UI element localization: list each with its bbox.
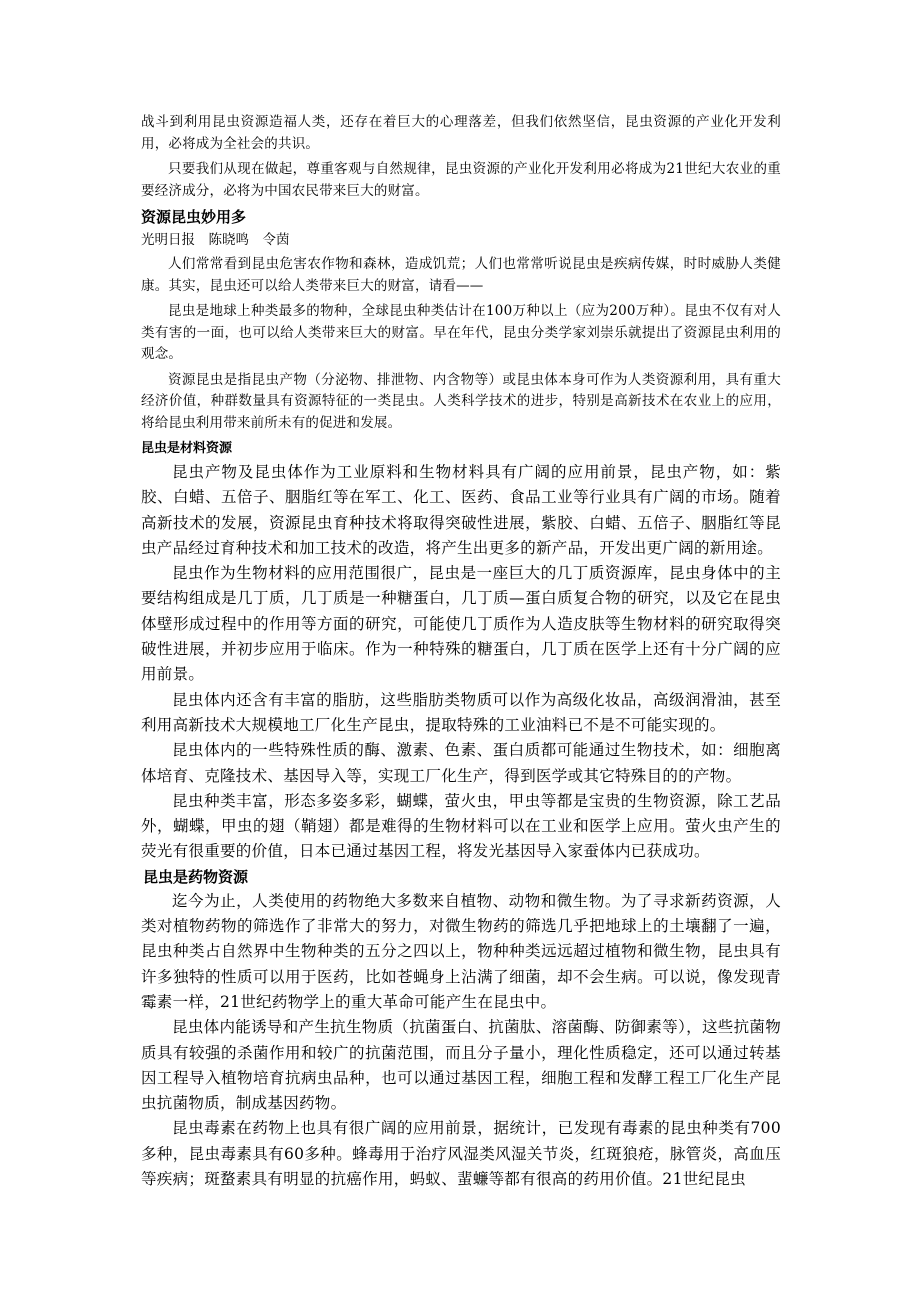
- article-paragraph-3: 资源昆虫是指昆虫产物（分泌物、排泄物、内含物等）或昆虫体本身可作为人类资源利用，具有重大经济价值，种群数量具有资源特征的一类昆虫。人类科学技术的进步，特别是高新技术在农业上的应用，将给昆虫利用带来前所未有的促进和发展。: [141, 371, 781, 431]
- material-paragraph-4: 昆虫体内的一些特殊性质的酶、激素、色素、蛋白质都可能通过生物技术，如：细胞离体培育、克隆技术、基因导入等，实现工厂化生产，得到医学或其它特殊目的的产物。: [141, 741, 781, 785]
- document-body: [141, 112, 781, 1192]
- material-paragraph-3: 昆虫体内还含有丰富的脂肪，这些脂肪类物质可以作为高级化妆品，高级润滑油，甚至利用高新技术大规模地工厂化生产昆虫，提取特殊的工业油料已不是不可能实现的。: [141, 690, 781, 734]
- article-byline: 光明日报 陈晓鸣 令茵: [141, 232, 290, 248]
- material-paragraph-1: 昆虫产物及昆虫体作为工业原料和生物材料具有广阔的应用前景，昆虫产物，如：紫胶、白蜡、五倍子、胭脂红等在军工、化工、医药、食品工业等行业具有广阔的市场。随着高新技术的发展，资源昆虫育种技术将取得突破性进展，紫胶、白蜡、五倍子、胭脂红等昆虫产品经过育种技术和加工技术的改造，将产生出更多的新产品，开发出更广阔的新用途。: [141, 463, 781, 557]
- material-paragraph-5: 昆虫种类丰富，形态多姿多彩，蝴蝶，萤火虫，甲虫等都是宝贵的生物资源，除工艺品外，蝴蝶，甲虫的翅（鞘翅）都是难得的生物材料可以在工业和医学上应用。萤火虫产生的荧光有很重要的价值，日本已通过基因工程，将发光基因导入家蚕体内已获成功。: [141, 791, 781, 861]
- section-heading-medicine: 昆虫是药物资源: [143, 867, 249, 886]
- medicine-paragraph-1: 迄今为止，人类使用的药物绝大多数来自植物、动物和微生物。为了寻求新药资源，人类对植物药物的筛选作了非常大的努力，对微生物药的筛选几乎把地球上的土壤翻了一遍，昆虫种类占自然界中生物种类的五分之四以上，物种种类远远超过植物和微生物，昆虫具有许多独特的性质可以用于医药，比如苍蝇身上沾满了细菌，却不会生病。可以说，像发现青霉素一样，21世纪药物学上的重大革命可能产生在昆虫中。: [141, 891, 781, 1011]
- medicine-paragraph-2: 昆虫体内能诱导和产生抗生物质（抗菌蛋白、抗菌肽、溶菌酶、防御素等），这些抗菌物质具有较强的杀菌作用和较广的抗菌范围，而且分子量小，理化性质稳定，还可以通过转基因工程导入植物培育抗病虫品种，也可以通过基因工程，细胞工程和发酵工程工厂化生产昆虫抗菌物质，制成基因药物。: [141, 1018, 781, 1113]
- article-title: 资源昆虫妙用多: [141, 208, 247, 226]
- material-paragraph-2: 昆虫作为生物材料的应用范围很广，昆虫是一座巨大的几丁质资源库，昆虫身体中的主要结构组成是几丁质，几丁质是一种糖蛋白，几丁质—蛋白质复合物的研究，以及它在昆虫体壁形成过程中的作用等方面的研究，可能使几丁质作为人造皮肤等生物材料的研究取得突破性进展，并初步应用于临床。作为一种特殊的糖蛋白，几丁质在医学上还有十分广阔的应用前景。: [141, 564, 781, 684]
- article-paragraph-2: 昆虫是地球上种类最多的物种，全球昆虫种类估计在100万种以上（应为200万种）。昆虫不仅有对人类有害的一面，也可以给人类带来巨大的财富。早在年代，昆虫分类学家刘崇乐就提出了资源昆虫利用的观念。: [141, 303, 781, 362]
- article-paragraph-1: 人们常常看到昆虫危害农作物和森林，造成饥荒；人们也常常听说昆虫是疾病传媒，时时威胁人类健康。其实，昆虫还可以给人类带来巨大的财富，请看——: [141, 256, 781, 294]
- intro-paragraph-1: 战斗到利用昆虫资源造福人类，还存在着巨大的心理落差，但我们依然坚信，昆虫资源的产业化开发利用，必将成为全社会的共识。: [141, 114, 781, 152]
- section-heading-material: 昆虫是材料资源: [141, 441, 233, 456]
- medicine-paragraph-3: 昆虫毒素在药物上也具有很广阔的应用前景，据统计，已发现有毒素的昆虫种类有700多种，昆虫毒素具有60多种。蜂毒用于治疗风湿类风湿关节炎，红斑狼疮，脉管炎，高血压等疾病；斑蝥素具有明显的抗癌作用，蚂蚁、蜚蠊等都有很高的药用价值。21世纪昆虫: [141, 1119, 781, 1189]
- intro-paragraph-2: 只要我们从现在做起，尊重客观与自然规律，昆虫资源的产业化开发利用必将成为21世纪大农业的重要经济成分，必将为中国农民带来巨大的财富。: [141, 161, 781, 199]
